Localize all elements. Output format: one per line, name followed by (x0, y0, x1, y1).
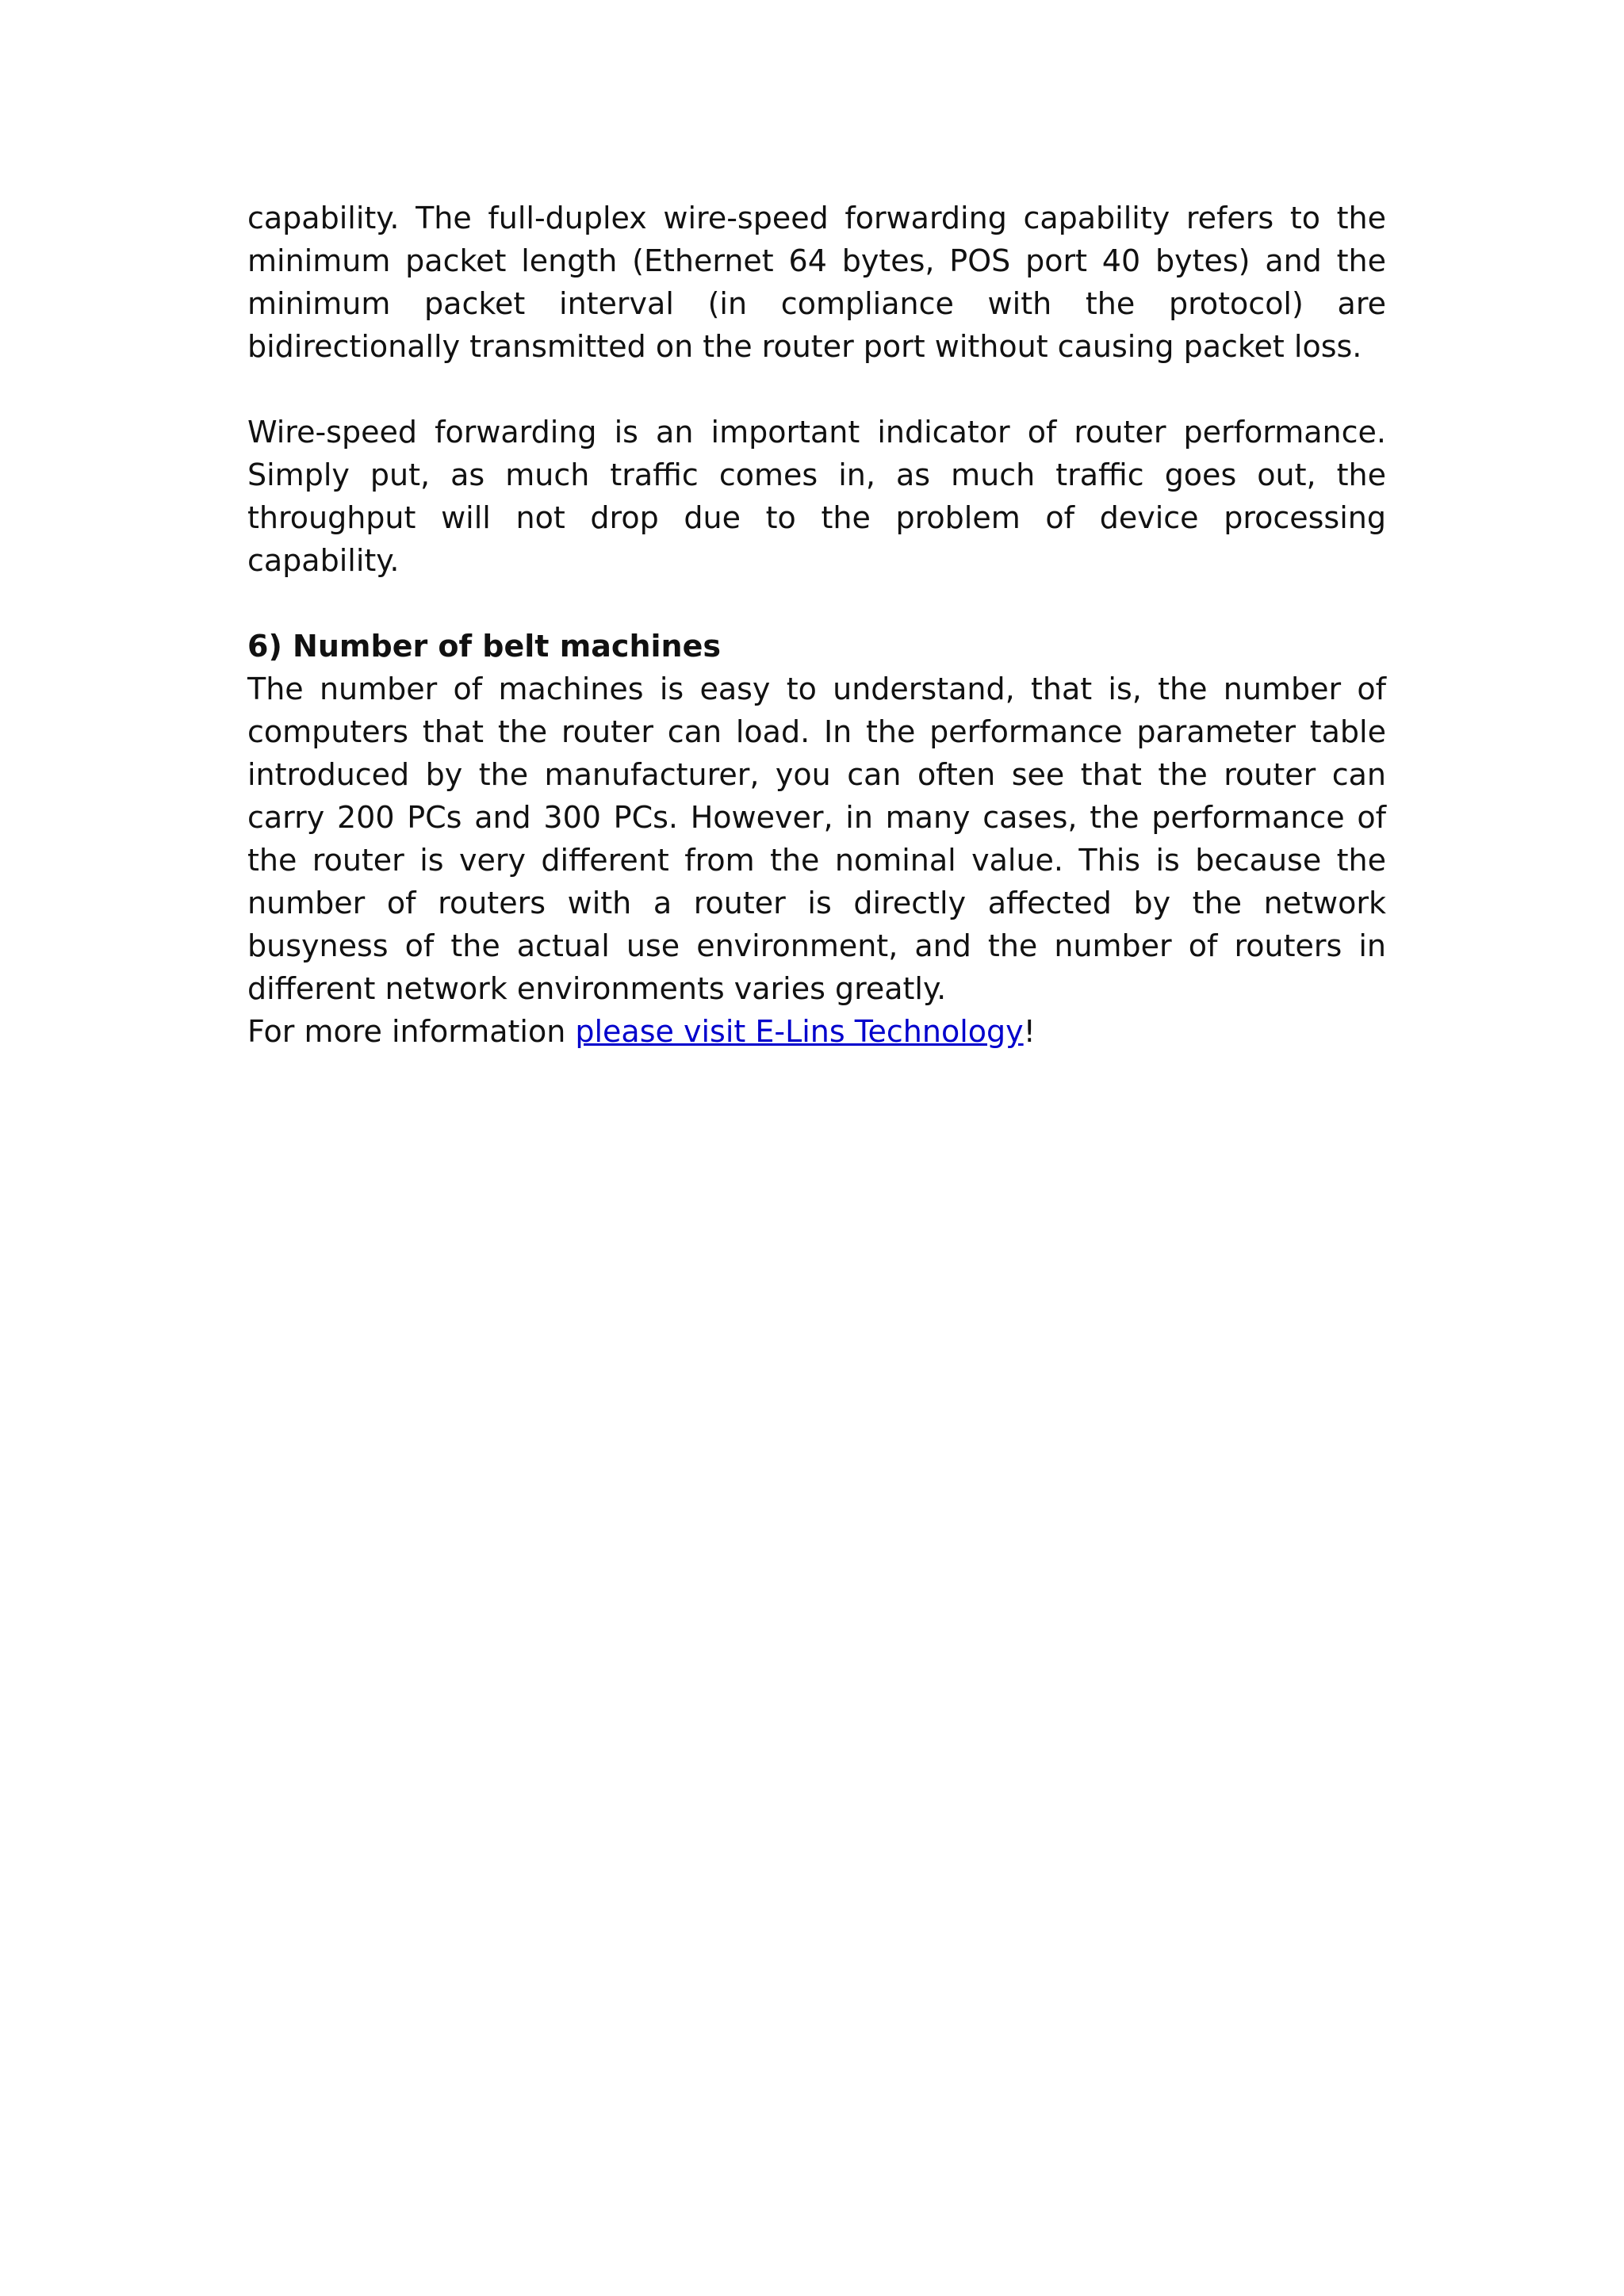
more-info-suffix: ! (1023, 1014, 1036, 1049)
paragraph-wire-speed: Wire-speed forwarding is an important indicator of router performance. Simply put, as much traffic comes in, as much traffic goes out, the throughput will not drop due to the problem of device processing capability. (247, 415, 1386, 578)
paragraph-number-of-machines: The number of machines is easy to understand, that is, the number of computers that the router can load. In the performance parameter table introduced by the manufacturer, you can often see that the router can carry 200 PCs and 300 PCs. However, in many cases, the performance of the router is very different from the nominal value. This is because the number of routers with a router is directly affected by the network busyness of the actual use environment, and the number of routers in different network environments varies greatly. (247, 672, 1386, 1006)
e-lins-link[interactable]: please visit E-Lins Technology (575, 1014, 1024, 1049)
section-heading: 6) Number of belt machines (247, 629, 721, 664)
more-info-prefix: For more information (247, 1014, 576, 1049)
more-info-line (247, 1010, 1386, 1053)
document-body (247, 197, 1386, 1053)
paragraph-spacer (247, 368, 1386, 411)
paragraph-spacer (247, 582, 1386, 625)
paragraph-capability: capability. The full-duplex wire-speed forwarding capability refers to the minimum packet length (Ethernet 64 bytes, POS port 40 bytes) and the minimum packet interval (in compliance with the protocol) are bidirectionally transmitted on the router port without causing packet loss. (247, 201, 1386, 364)
